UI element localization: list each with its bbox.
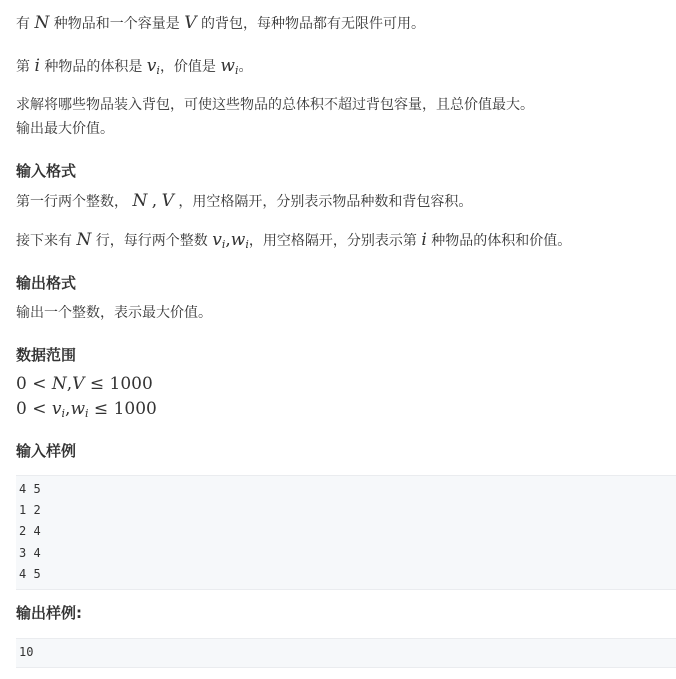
code-line: 10 <box>19 645 34 659</box>
input-format-heading: 输入格式 <box>16 162 77 180</box>
math-bound: 1000 <box>109 374 153 394</box>
math-v: v <box>212 230 222 250</box>
math-zero: 0 <box>16 399 27 419</box>
code-line: 4 5 <box>19 566 41 581</box>
text: 行，每行两个整数 <box>95 233 208 249</box>
math-v: v <box>51 399 62 419</box>
math-i: i <box>421 230 427 250</box>
text: ，价值是 <box>159 59 216 75</box>
sample-input-code <box>16 475 676 590</box>
math-N: N <box>76 230 92 250</box>
code-line: 3 4 <box>19 545 41 560</box>
output-format-heading: 输出格式 <box>16 274 77 292</box>
text: 第 <box>16 59 30 75</box>
math-N: N <box>132 191 148 211</box>
code-line: 2 4 <box>19 524 41 539</box>
intro-line-1 <box>16 13 425 34</box>
intro-line-4: 输出最大价值。 <box>16 121 114 137</box>
math-V: V <box>184 13 197 33</box>
input-format-p1: 第一行两个整数， N , V ，用空格隔开，分别表示物品种数和背包容积。 <box>16 191 473 211</box>
text: ，用空格隔开，分别表示第 <box>248 233 417 249</box>
text: 种物品的体积是 <box>44 59 143 75</box>
text: 第一行两个整数， <box>16 194 128 210</box>
math-sub-i: i <box>156 64 160 77</box>
math-i: i <box>34 56 40 76</box>
code-line: 1 2 <box>19 503 41 518</box>
math-sub-i: i <box>221 238 226 251</box>
math-w: w <box>70 399 85 419</box>
intro-line-2 <box>16 56 252 81</box>
math-sub-i: i <box>85 407 89 420</box>
code-line: 4 5 <box>19 482 41 496</box>
math-N: N <box>51 374 67 394</box>
data-range-line-2: $0 < v_i,w_i \le 1000$ <box>16 399 157 420</box>
math-V: V <box>72 374 85 394</box>
sample-output-code <box>16 638 676 668</box>
math-zero: 0 <box>16 374 27 394</box>
math-sub-i: i <box>245 238 249 251</box>
sample-output-heading: 输出样例: <box>16 604 82 622</box>
text: ，用空格隔开，分别表示物品种数和背包容积。 <box>178 194 473 210</box>
data-range-line-1: 0 < N,V ≤ 1000 <box>16 374 153 394</box>
text: 种物品的体积和价值。 <box>431 233 572 249</box>
math-V: V <box>161 191 174 211</box>
math-sub-i: i <box>234 64 239 77</box>
math-v: v <box>146 56 157 76</box>
math-w: w <box>230 230 246 250</box>
text: 。 <box>238 59 253 75</box>
text: 的背包，每种物品都有无限件可用。 <box>200 16 425 32</box>
data-range-heading: 数据范围 <box>16 346 77 364</box>
sample-input-heading: 输入样例 <box>16 442 77 460</box>
text: 种物品和一个容量是 <box>53 16 180 32</box>
output-format-text: 输出一个整数，表示最大价值。 <box>16 305 212 321</box>
math-bound: 1000 <box>113 399 157 419</box>
text: 接下来有 <box>16 233 72 249</box>
math-N: N <box>34 13 50 33</box>
text: 有 <box>16 16 30 32</box>
input-format-p2: 接下来有 N 行，每行两个整数 $v_i,w_i$，用空格隔开，分别表示第 i 种物品的体积和价值。 <box>16 230 572 251</box>
intro-line-3: 求解将哪些物品装入背包，可使这些物品的总体积不超过背包容量，且总价值最大。 <box>16 97 534 113</box>
math-w: w <box>220 56 235 76</box>
math-sub-i: i <box>61 407 66 420</box>
